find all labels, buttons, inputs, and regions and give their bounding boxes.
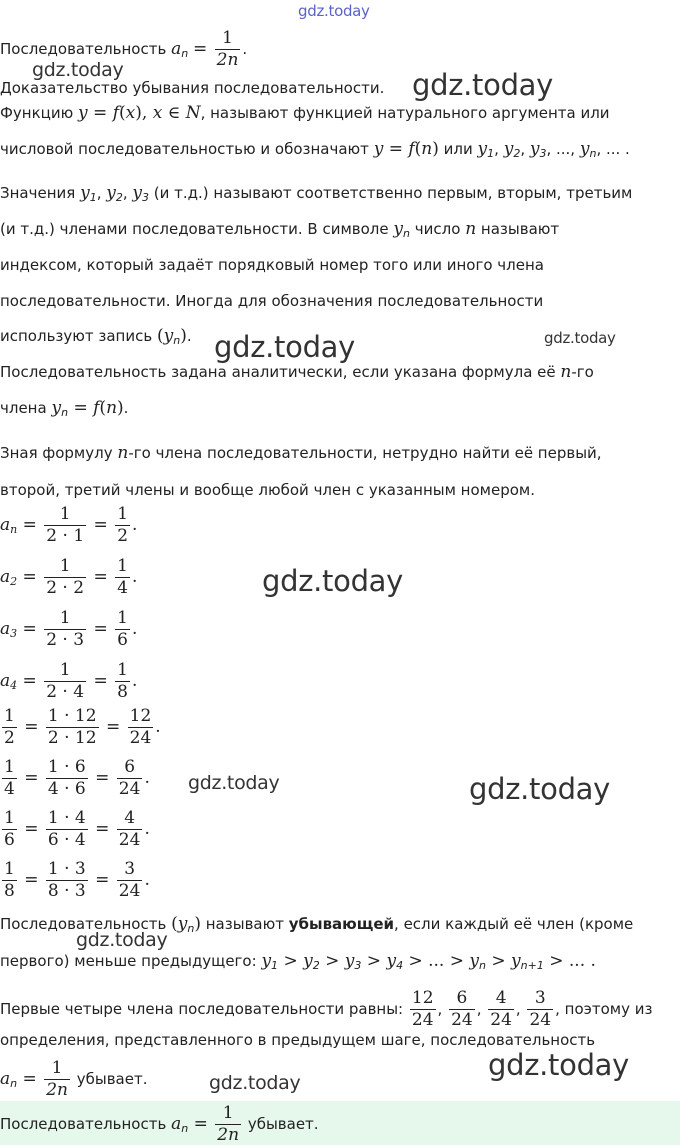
watermark-top: gdz.today [298,2,370,20]
definition-line-4: (и т.д.) членами последовательности. В символе $y_n$ число n называют [0,219,560,240]
conversion-equation: $\frac{1}{8}$ = $\frac{1 \cdot 3}{8 \cdot 3}$ = $\frac{3}{24}$ . [4,859,150,901]
watermark: gdz.today [412,68,554,102]
decreasing-line-2: первого) меньше предыдущего: $y_1 > y_2 > y_3 > y_4$ > ... > $y_n > y_{n+1}$ > ... . [0,951,596,972]
analytic-line-4: второй, третий члены и вообще любой член с указанным номером. [0,481,535,499]
definition-line-7: используют запись $(y_n)$. [0,326,192,347]
watermark: gdz.today [544,329,616,347]
answer-box [0,1101,680,1145]
decreasing-line-5: $a_n$ = $\frac{1}{2n}$ убывает. [0,1058,148,1100]
definition-line-3: Значения $y_1$, $y_2$, $y_3$ (и т.д.) называют соответственно первым, вторым, третьим [0,183,633,204]
analytic-line-2: члена $y_n = f(n)$. [0,398,129,419]
analytic-line-3: Зная формулу n-го члена последовательности, нетрудно найти её первый, [0,443,602,463]
watermark: gdz.today [188,772,280,794]
heading: Доказательство убывания последовательности. [0,79,385,97]
conversion-equation: $\frac{1}{2}$ = $\frac{1 \cdot 12}{2 \cdot 12}$ = $\frac{12}{24}$ . [4,706,161,748]
watermark: gdz.today [214,330,356,364]
definition-line-1: Функцию y = f(x), x ∈ N, называют функцией натурального аргумента или [0,103,610,123]
watermark: gdz.today [469,772,611,806]
decreasing-line-3: Первые четыре члена последовательности равны: $\frac{12}{24}$ , $\frac{6}{24}$ , $\frac{4}{24}$ , $\frac{3}{24}$ , поэтому из [0,988,653,1030]
watermark: gdz.today [209,1072,301,1094]
decreasing-line-1: Последовательность $(y_n)$ называют убывающей, если каждый её член (кроме [0,914,634,935]
decreasing-line-4: определения, представленного в предыдущем шаге, последовательность [0,1031,596,1049]
watermark: gdz.today [488,1048,630,1082]
definition-line-5: индексом, который задаёт порядковый номер того или иного члена [0,256,544,274]
term-equation: $a_3$ = $\frac{1}{2 \cdot 3}$ = $\frac{1}{6}$ . [0,608,138,650]
conversion-equation: $\frac{1}{4}$ = $\frac{1 \cdot 6}{4 \cdot 6}$ = $\frac{6}{24}$ . [4,757,150,799]
task-statement: Последовательность $a_n$ = $\frac{1}{2n}$ . [0,28,248,70]
term-equation: $a_4$ = $\frac{1}{2 \cdot 4}$ = $\frac{1}{8}$ . [0,660,138,702]
definition-line-6: последовательности. Иногда для обозначения последовательности [0,292,544,310]
definition-line-2: числовой последовательностью и обозначают y = f(n) или $y_1$, $y_2$, $y_3$, ..., $y_n$, ... . [0,139,630,160]
watermark: gdz.today [76,929,168,951]
term-equation: $a_n$ = $\frac{1}{2 \cdot 1}$ = $\frac{1}{2}$ . [0,504,138,546]
answer-text: Последовательность $a_n$ = $\frac{1}{2n}$ убывает. [0,1103,319,1145]
watermark: gdz.today [262,564,404,598]
analytic-line-1: Последовательность задана аналитически, если указана формула её n-го [0,362,594,382]
conversion-equation: $\frac{1}{6}$ = $\frac{1 \cdot 4}{6 \cdot 4}$ = $\frac{4}{24}$ . [4,808,150,850]
term-equation: $a_2$ = $\frac{1}{2 \cdot 2}$ = $\frac{1}{4}$ . [0,556,138,598]
watermark: gdz.today [32,59,124,81]
